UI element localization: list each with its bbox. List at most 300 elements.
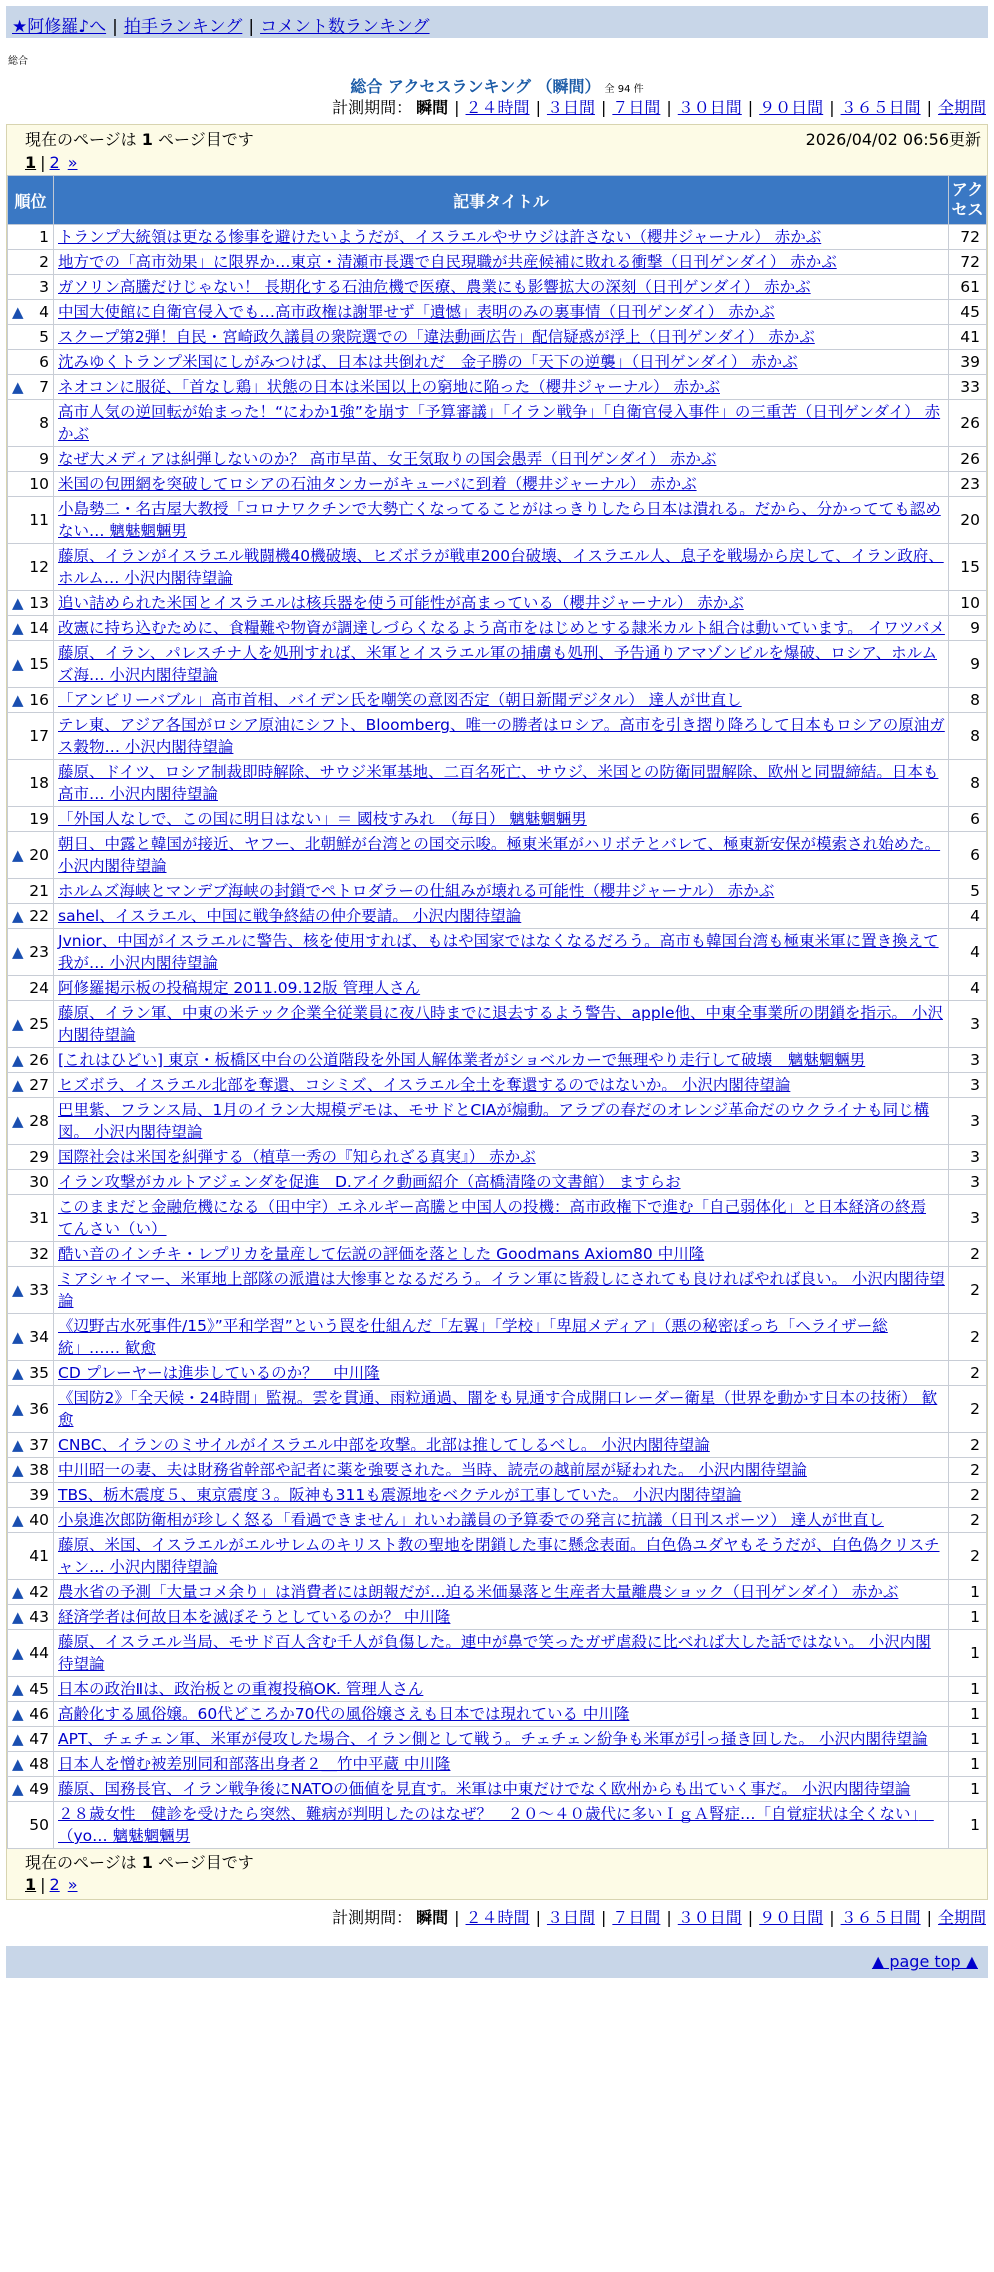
article-link[interactable]: 巴里紫、フランス局、1月のイラン大規模デモは、モサドとCIAが煽動。アラブの春だのオレンジ革命だのウクライナも同じ構図。 小沢内閣待望論 — [58, 1101, 930, 1141]
article-link[interactable]: CNBC、イランのミサイルがイスラエル中部を攻撃。北部は推してしるべし。 小沢内閣待望論 — [58, 1436, 710, 1454]
table-row — [8, 1361, 987, 1386]
rank-number: 23 — [29, 943, 49, 961]
rank-cell — [8, 807, 54, 832]
rank-cell — [8, 713, 54, 760]
table-row — [8, 1145, 987, 1170]
title-cell — [54, 1677, 949, 1702]
rank-number: 36 — [29, 1400, 49, 1418]
title-cell — [54, 1145, 949, 1170]
access-count: 10 — [949, 591, 987, 616]
access-count: 23 — [949, 472, 987, 497]
title-cell — [54, 375, 949, 400]
article-link[interactable]: 沈みゆくトランプ米国にしがみつけば、日本は共倒れだ 金子勝の「天下の逆襲」（日刊ゲンダイ） 赤かぶ — [58, 353, 798, 371]
access-count: 2 — [949, 1361, 987, 1386]
rank-cell — [8, 1752, 54, 1777]
rank-cell — [8, 1170, 54, 1195]
rank-cell — [8, 879, 54, 904]
ranking-rows — [8, 225, 987, 1849]
rank-number: 1 — [39, 228, 49, 246]
article-link[interactable]: このままだと金融危機になる（田中宇）エネルギー高騰と中国人の投機：高市政権下で進む「自己弱体化」と日本経済の終焉 てんさい（い） — [58, 1198, 927, 1238]
access-count: 1 — [949, 1580, 987, 1605]
rank-up-icon: ▲ — [12, 378, 24, 396]
page-status: 現在のページは 1 ページ目です — [25, 130, 254, 149]
title-cell — [54, 400, 949, 447]
page-next-link-bottom[interactable]: » — [67, 1875, 78, 1894]
rank-number: 13 — [29, 594, 49, 612]
rank-up-icon: ▲ — [12, 1328, 24, 1346]
rank-up-icon: ▲ — [12, 1705, 24, 1723]
rank-cell — [8, 325, 54, 350]
rank-cell — [8, 1630, 54, 1677]
access-count: 2 — [949, 1533, 987, 1580]
title-cell — [54, 1508, 949, 1533]
table-row — [8, 1630, 987, 1677]
table-row — [8, 1580, 987, 1605]
nav-separator: | — [112, 17, 118, 37]
title-cell — [54, 713, 949, 760]
access-count: 4 — [949, 976, 987, 1001]
table-row — [8, 929, 987, 976]
rank-up-icon: ▲ — [12, 1644, 24, 1662]
access-count: 9 — [949, 616, 987, 641]
table-row — [8, 1533, 987, 1580]
period-link-30d-bottom[interactable]: ３０日間 — [677, 1908, 742, 1927]
rank-cell — [8, 591, 54, 616]
rank-cell — [8, 1314, 54, 1361]
title-cell — [54, 1314, 949, 1361]
title-cell — [54, 879, 949, 904]
article-link[interactable]: 日本の政治Ⅱは、政治板との重複投稿OK. 管理人さん — [58, 1680, 424, 1698]
access-count: 4 — [949, 904, 987, 929]
rank-number: 11 — [29, 511, 49, 529]
access-count: 2 — [949, 1483, 987, 1508]
table-row — [8, 1048, 987, 1073]
rank-cell — [8, 760, 54, 807]
access-count: 2 — [949, 1458, 987, 1483]
rank-number: 46 — [29, 1705, 49, 1723]
article-link[interactable]: 高市人気の逆回転が始まった！“にわか1強”を崩す「予算審議」「イラン戦争」「自衛官侵入事件」の三重苦（日刊ゲンダイ） 赤かぶ — [58, 403, 941, 443]
title-cell — [54, 1630, 949, 1677]
rank-number: 35 — [29, 1364, 49, 1382]
col-title-header: 記事タイトル — [54, 176, 949, 225]
article-link[interactable]: テレ東、アジア各国がロシア原油にシフト、Bloomberg、唯一の勝者はロシア。高市を引き摺り降ろして日本もロシアの原油ガス穀物… 小沢内閣待望論 — [58, 716, 945, 756]
top-nav-bar — [6, 6, 988, 38]
access-count: 3 — [949, 1170, 987, 1195]
article-link[interactable]: ホルムズ海峡とマンデブ海峡の封鎖でペトロダラーの仕組みが壊れる可能性（櫻井ジャーナル） 赤かぶ — [58, 882, 775, 900]
article-link[interactable]: スクープ第2弾！自民・宮崎政久議員の衆院選での「違法動画広告」配信疑惑が浮上（日刊ゲンダイ） 赤かぶ — [58, 328, 815, 346]
rank-number: 19 — [29, 810, 49, 828]
rank-cell — [8, 929, 54, 976]
rank-cell — [8, 1677, 54, 1702]
rank-cell — [8, 250, 54, 275]
title-cell — [54, 1242, 949, 1267]
rank-up-icon: ▲ — [12, 1755, 24, 1773]
article-link[interactable]: 「外国人なしで、この国に明日はない」＝ 國枝すみれ （毎日） 魑魅魍魎男 — [58, 810, 587, 828]
rank-up-icon: ▲ — [12, 1112, 24, 1130]
article-link[interactable]: 藤原、イランがイスラエル戦闘機40機破壊、ヒズボラが戦車200台破壊、イスラエル人、息子を戦場から戻して、イラン政府、ホルム… 小沢内閣待望論 — [58, 547, 944, 587]
table-row — [8, 375, 987, 400]
title-cell — [54, 832, 949, 879]
article-link[interactable]: CD プレーヤーは進歩しているのか？ 中川隆 — [58, 1364, 380, 1382]
period-link-7d-bottom[interactable]: ７日間 — [612, 1908, 661, 1927]
table-row — [8, 1605, 987, 1630]
rank-number: 24 — [29, 979, 49, 997]
rank-cell — [8, 641, 54, 688]
access-count: 33 — [949, 375, 987, 400]
article-link[interactable]: 「アンビリーバブル」高市首相、バイデン氏を嘲笑の意図否定（朝日新聞デジタル） 達人が世直し — [58, 691, 742, 709]
access-count: 8 — [949, 713, 987, 760]
rank-number: 39 — [29, 1486, 49, 1504]
article-link[interactable]: 酷い音のインチキ・レプリカを量産して伝説の評価を落とした Goodmans Axiom80 中川隆 — [58, 1245, 705, 1263]
rank-cell — [8, 1802, 54, 1849]
title-cell — [54, 1361, 949, 1386]
period-selector: 計測期間： 瞬間 | ２４時間 | ３日間 | ７日間 | ３０日間 | ９０日間 | ３６５日間 | 全期間 — [332, 98, 986, 117]
table-row — [8, 713, 987, 760]
table-row — [8, 544, 987, 591]
access-count: 1 — [949, 1677, 987, 1702]
article-link[interactable]: 朝日、中露と韓国が接近、ヤフー、北朝鮮が台湾との国交示唆。極東米軍がハリボテとバレて、極東新安保が模索され始めた。 小沢内閣待望論 — [58, 835, 941, 875]
rank-cell — [8, 976, 54, 1001]
rank-cell — [8, 1533, 54, 1580]
rank-cell — [8, 688, 54, 713]
table-row — [8, 1483, 987, 1508]
access-count: 2 — [949, 1508, 987, 1533]
article-link[interactable]: 国際社会は米国を糾弾する（植草一秀の『知られざる真実』） 赤かぶ — [58, 1148, 536, 1166]
rank-number: 5 — [39, 328, 49, 346]
access-count: 39 — [949, 350, 987, 375]
period-link-90d[interactable]: ９０日間 — [759, 98, 824, 117]
article-link[interactable]: TBS、栃木震度５、東京震度３。阪神も311も震源地をベクテルが工事していた。 小沢内閣待望論 — [58, 1486, 742, 1504]
period-link-24h[interactable]: ２４時間 — [465, 98, 530, 117]
access-count: 3 — [949, 1098, 987, 1145]
period-link-3d[interactable]: ３日間 — [546, 98, 595, 117]
table-row — [8, 325, 987, 350]
article-link[interactable]: 高齢化する風俗嬢。60代どころか70代の風俗嬢さえも日本では現れている 中川隆 — [58, 1705, 630, 1723]
page-link-2[interactable]: 2 — [49, 153, 60, 172]
rank-number: 9 — [39, 450, 49, 468]
rank-number: 47 — [29, 1730, 49, 1748]
article-link[interactable]: 藤原、米国、イスラエルがエルサレムのキリスト教の聖地を閉鎖した事に懸念表面。白色偽ユダヤもそうだが、白色偽クリスチャン… 小沢内閣待望論 — [58, 1536, 940, 1576]
rank-cell — [8, 1483, 54, 1508]
rank-cell — [8, 1073, 54, 1098]
rank-number: 3 — [39, 278, 49, 296]
article-link[interactable]: 日本人を憎む被差別同和部落出身者２＿竹中平蔵 中川隆 — [58, 1755, 451, 1773]
title-cell — [54, 250, 949, 275]
page-status-bottom: 現在のページは 1 ページ目です — [25, 1853, 254, 1872]
period-label: 計測期間： — [332, 98, 413, 117]
title-cell — [54, 275, 949, 300]
title-cell — [54, 1605, 949, 1630]
nav-separator: | — [248, 17, 255, 37]
article-link[interactable]: トランプ大統領は更なる惨事を避けたいようだが、イスラエルやサウジは許さない（櫻井ジャーナル） 赤かぶ — [58, 228, 822, 246]
rank-up-icon: ▲ — [12, 1780, 24, 1798]
rank-up-icon: ▲ — [12, 1364, 24, 1382]
title-cell — [54, 1802, 949, 1849]
access-count: 6 — [949, 832, 987, 879]
rank-cell — [8, 447, 54, 472]
table-row — [8, 497, 987, 544]
rank-number: 42 — [29, 1583, 49, 1601]
article-link[interactable]: 《国防2》「全天候・24時間」監視。雲を貫通、雨粒通過、闇をも見通す合成開口レーダー衛星（世界を動かす日本の技術） 歓愈 — [58, 1389, 938, 1429]
article-link[interactable]: ミアシャイマー、米軍地上部隊の派遣は大惨事となるだろう。イラン軍に皆殺しにされても良ければやれば良い。 小沢内閣待望論 — [58, 1270, 945, 1310]
period-selector-bottom: 計測期間： 瞬間 | ２４時間 | ３日間 | ７日間 | ３０日間 | ９０日間 | ３６５日間 | 全期間 — [332, 1908, 986, 1927]
article-link[interactable]: ヒズボラ、イスラエル北部を奪還、コシミズ、イスラエル全土を奪還するのではないか。 小沢内閣待望論 — [58, 1076, 791, 1094]
rank-up-icon: ▲ — [12, 1461, 24, 1479]
table-row — [8, 1170, 987, 1195]
rank-cell — [8, 1458, 54, 1483]
page-title-text: 総合 アクセスランキング （瞬間） — [350, 77, 601, 96]
access-count: 5 — [949, 879, 987, 904]
access-count: 1 — [949, 1752, 987, 1777]
access-count: 61 — [949, 275, 987, 300]
table-row — [8, 616, 987, 641]
article-link[interactable]: 藤原、ドイツ、ロシア制裁即時解除、サウジ米軍基地、二百名死亡、サウジ、米国との防衛同盟解除、欧州と同盟締結。日本も高市… 小沢内閣待望論 — [58, 763, 939, 803]
rank-up-icon: ▲ — [12, 1608, 24, 1626]
rank-cell — [8, 1242, 54, 1267]
access-count: 1 — [949, 1702, 987, 1727]
access-count: 8 — [949, 688, 987, 713]
title-cell — [54, 447, 949, 472]
rank-cell — [8, 497, 54, 544]
period-link-30d[interactable]: ３０日間 — [677, 98, 742, 117]
rank-number: 27 — [29, 1076, 49, 1094]
access-count: 41 — [949, 325, 987, 350]
article-link[interactable]: 藤原、イスラエル当局、モサド百人含む千人が負傷した。連中が鼻で笑ったガザ虐殺に比べれば大した話ではない。 小沢内閣待望論 — [58, 1633, 931, 1673]
access-count: 45 — [949, 300, 987, 325]
period-link-24h-bottom[interactable]: ２４時間 — [465, 1908, 530, 1927]
rank-number: 28 — [29, 1112, 49, 1130]
rank-number: 10 — [29, 475, 49, 493]
table-row — [8, 1433, 987, 1458]
title-cell — [54, 1752, 949, 1777]
table-row — [8, 760, 987, 807]
period-link-365d-bottom[interactable]: ３６５日間 — [840, 1908, 921, 1927]
rank-number: 20 — [29, 846, 49, 864]
table-row — [8, 1802, 987, 1849]
rank-up-icon: ▲ — [12, 1051, 24, 1069]
article-link[interactable]: 阿修羅掲示板の投稿規定 2011.09.12版 管理人さん — [58, 979, 421, 997]
article-link[interactable]: ネオコンに服従、「首なし鶏」状態の日本は米国以上の窮地に陥った（櫻井ジャーナル） 赤かぶ — [58, 378, 720, 396]
rank-number: 29 — [29, 1148, 49, 1166]
access-count: 26 — [949, 400, 987, 447]
access-count: 72 — [949, 250, 987, 275]
rank-number: 38 — [29, 1461, 49, 1479]
title-cell — [54, 1048, 949, 1073]
access-count: 1 — [949, 1630, 987, 1677]
rank-cell — [8, 544, 54, 591]
table-row — [8, 1386, 987, 1433]
article-link[interactable]: 藤原、国務長官、イラン戦争後にNATOの価値を見直す。米軍は中東だけでなく欧州からも出ていく事だ。 小沢内閣待望論 — [58, 1780, 911, 1798]
article-link[interactable]: 経済学者は何故日本を滅ぼそうとしているのか？ 中川隆 — [58, 1608, 451, 1626]
rank-cell — [8, 375, 54, 400]
rank-cell — [8, 1702, 54, 1727]
title-cell — [54, 300, 949, 325]
title-cell — [54, 1458, 949, 1483]
access-count: 2 — [949, 1267, 987, 1314]
article-link[interactable]: 《辺野古水死事件/15》”平和学習”という罠を仕組んだ「左翼」「学校」「卑屈メディア」（悪の秘密ぽっち「ヘライザー総統」…… 歓愈 — [58, 1317, 888, 1357]
title-cell — [54, 929, 949, 976]
period-link-all[interactable]: 全期間 — [937, 98, 986, 117]
rank-up-icon: ▲ — [12, 691, 24, 709]
article-link[interactable]: Jvnior、中国がイスラエルに警告、核を使用すれば、もはや国家ではなくなるだろう。高市も韓国台湾も極東米軍に置き換えて我が… 小沢内閣待望論 — [58, 932, 939, 972]
table-row — [8, 832, 987, 879]
page-current: 1 — [25, 153, 37, 172]
rank-cell — [8, 1777, 54, 1802]
rank-cell — [8, 1098, 54, 1145]
title-cell — [54, 591, 949, 616]
total-count: 全 94 件 — [604, 84, 644, 95]
table-row — [8, 1267, 987, 1314]
table-row — [8, 1752, 987, 1777]
article-link[interactable]: 藤原、イラン軍、中東の米テック企業全従業員に夜八時までに退去するよう警告、apple他、中東全事業所の閉鎖を指示。 小沢内閣待望論 — [58, 1004, 943, 1044]
rank-cell — [8, 1361, 54, 1386]
rank-number: 4 — [39, 303, 49, 321]
rank-cell — [8, 1433, 54, 1458]
rank-number: 22 — [29, 907, 49, 925]
title-cell — [54, 1533, 949, 1580]
rank-cell — [8, 1048, 54, 1073]
title-cell — [54, 325, 949, 350]
article-link[interactable]: APT、チェチェン軍、米軍が侵攻した場合、イラン側として戦う。チェチェン紛争も米軍が引っ掻き回した。 小沢内閣待望論 — [58, 1730, 928, 1748]
rank-number: 43 — [29, 1608, 49, 1626]
article-link[interactable]: 改憲に持ち込むために、食糧難や物資が調達しづらくなるよう高市をはじめとする隷米カルト組合は動いています。 イワツバメ — [58, 619, 945, 637]
page-current-bottom: 1 — [25, 1875, 37, 1894]
section-label: 総合 — [8, 56, 28, 67]
comment-ranking-link[interactable]: コメント数ランキング — [260, 17, 430, 37]
title-cell — [54, 807, 949, 832]
article-link[interactable]: 小泉進次郎防衛相が珍しく怒る「看過できません」れいわ議員の予算委での発言に抗議（日刊スポーツ） 達人が世直し — [58, 1511, 884, 1529]
rank-up-icon: ▲ — [12, 1400, 24, 1418]
title-cell — [54, 350, 949, 375]
title-cell — [54, 1073, 949, 1098]
table-row — [8, 447, 987, 472]
title-cell — [54, 760, 949, 807]
page-link-2-bottom[interactable]: 2 — [49, 1875, 60, 1894]
period-link-90d-bottom[interactable]: ９０日間 — [759, 1908, 824, 1927]
access-count: 72 — [949, 225, 987, 250]
rank-up-icon: ▲ — [12, 1680, 24, 1698]
rank-number: 26 — [29, 1051, 49, 1069]
article-link[interactable]: 中川昭一の妻、夫は財務省幹部や記者に薬を強要された。当時、読売の越前屋が疑われた。 小沢内閣待望論 — [58, 1461, 807, 1479]
article-link[interactable]: 米国の包囲網を突破してロシアの石油タンカーがキューバに到着（櫻井ジャーナル） 赤かぶ — [58, 475, 697, 493]
table-row — [8, 1001, 987, 1048]
rank-number: 2 — [39, 253, 49, 271]
rank-number: 37 — [29, 1436, 49, 1454]
period-link-365d[interactable]: ３６５日間 — [840, 98, 921, 117]
rank-up-icon: ▲ — [12, 1436, 24, 1454]
access-count: 2 — [949, 1433, 987, 1458]
table-row — [8, 350, 987, 375]
title-cell — [54, 1170, 949, 1195]
rank-number: 16 — [29, 691, 49, 709]
table-row — [8, 275, 987, 300]
table-row — [8, 1702, 987, 1727]
rank-up-icon: ▲ — [12, 943, 24, 961]
title-cell — [54, 1195, 949, 1242]
article-link[interactable]: 農水省の予測「大量コメ余り」は消費者には朗報だが…迫る米価暴落と生産者大量離農ショック（日刊ゲンダイ） 赤かぶ — [58, 1583, 899, 1601]
access-count: 3 — [949, 1195, 987, 1242]
access-count: 2 — [949, 1242, 987, 1267]
rank-up-icon: ▲ — [12, 1015, 24, 1033]
page-next-link[interactable]: » — [67, 153, 78, 172]
title-cell — [54, 1702, 949, 1727]
period-link-7d[interactable]: ７日間 — [612, 98, 661, 117]
article-link[interactable]: イラン攻撃がカルトアジェンダを促進 D.アイク動画紹介（高橋清隆の文書館） ますらお — [58, 1173, 681, 1191]
access-count: 20 — [949, 497, 987, 544]
table-row — [8, 1777, 987, 1802]
table-row — [8, 688, 987, 713]
table-row — [8, 641, 987, 688]
rank-up-icon: ▲ — [12, 1281, 24, 1299]
article-link[interactable]: 追い詰められた米国とイスラエルは核兵器を使う可能性が高まっている（櫻井ジャーナル） 赤かぶ — [58, 594, 744, 612]
bottom-bar — [6, 1946, 988, 1978]
rank-cell — [8, 1508, 54, 1533]
table-row — [8, 1458, 987, 1483]
period-link-3d-bottom[interactable]: ３日間 — [546, 1908, 595, 1927]
access-count: 15 — [949, 544, 987, 591]
article-link[interactable]: ２８歳女性 健診を受けたら突然、難病が判明したのはなぜ？ ２０～４０歳代に多いＩｇＡ腎症…「自覚症状は全くない」 （yo… 魑魅魍魎男 — [58, 1805, 934, 1845]
rank-number: 40 — [29, 1511, 49, 1529]
article-link[interactable]: [これはひどい] 東京・板橋区中台の公道階段を外国人解体業者がショベルカーで無理やり走行して破壊 魑魅魍魎男 — [58, 1051, 866, 1069]
page-top-link[interactable]: ▲ page top ▲ — [871, 1952, 978, 1971]
title-cell — [54, 1098, 949, 1145]
title-cell — [54, 616, 949, 641]
article-link[interactable]: 地方での「高市効果」に限界か…東京・清瀬市長選で自民現職が共産候補に敗れる衝撃（日刊ゲンダイ） 赤かぶ — [58, 253, 837, 271]
table-row — [8, 976, 987, 1001]
title-cell — [54, 225, 949, 250]
rank-cell — [8, 300, 54, 325]
article-link[interactable]: 中国大使館に自衛官侵入でも…高市政権は謝罪せず「遺憾」表明のみの裏事情（日刊ゲンダイ） 赤かぶ — [58, 303, 775, 321]
access-count: 2 — [949, 1314, 987, 1361]
article-link[interactable]: 小島勢二・名古屋大教授「コロナワクチンで大勢亡くなってることがはっきりしたら日本は潰れる。だから、分かってても認めない… 魑魅魍魎男 — [58, 500, 941, 540]
rank-cell — [8, 1145, 54, 1170]
article-link[interactable]: ガソリン高騰だけじゃない！ 長期化する石油危機で医療、農業にも影響拡大の深刻（日刊ゲンダイ） 赤かぶ — [58, 278, 811, 296]
access-count: 3 — [949, 1001, 987, 1048]
home-link[interactable]: ★阿修羅♪へ — [12, 17, 107, 37]
rank-number: 30 — [29, 1173, 49, 1191]
rank-number: 12 — [29, 558, 49, 576]
rank-cell — [8, 1727, 54, 1752]
table-row — [8, 1314, 987, 1361]
rank-number: 34 — [29, 1328, 49, 1346]
access-count: 3 — [949, 1048, 987, 1073]
article-link[interactable]: なぜ大メディアは糾弾しないのか？ 高市早苗、女王気取りの国会愚弄（日刊ゲンダイ） 赤かぶ — [58, 450, 717, 468]
rank-up-icon: ▲ — [12, 619, 24, 637]
rank-cell — [8, 832, 54, 879]
ranking-table — [7, 175, 987, 1849]
rank-up-icon: ▲ — [12, 1511, 24, 1529]
rank-up-icon: ▲ — [12, 303, 24, 321]
rank-number: 50 — [29, 1816, 49, 1834]
table-row — [8, 591, 987, 616]
col-access-header: アクセス — [949, 176, 987, 225]
access-count: 1 — [949, 1727, 987, 1752]
rank-number: 17 — [29, 727, 49, 745]
title-cell — [54, 688, 949, 713]
rank-number: 14 — [29, 619, 49, 637]
period-link-all-bottom[interactable]: 全期間 — [937, 1908, 986, 1927]
rank-number: 45 — [29, 1680, 49, 1698]
clap-ranking-link[interactable]: 拍手ランキング — [123, 17, 243, 37]
article-link[interactable]: 藤原、イラン、パレスチナ人を処刑すれば、米軍とイスラエル軍の捕虜も処刑、予告通りアマゾンビルを爆破、ロシア、ホルムズ海… 小沢内閣待望論 — [58, 644, 938, 684]
title-cell — [54, 1580, 949, 1605]
rank-number: 7 — [39, 378, 49, 396]
rank-up-icon: ▲ — [12, 846, 24, 864]
rank-cell — [8, 275, 54, 300]
rank-number: 41 — [29, 1547, 49, 1565]
rank-cell — [8, 904, 54, 929]
article-link[interactable]: sahel、イスラエル、中国に戦争終結の仲介要請。 小沢内閣待望論 — [58, 907, 522, 925]
